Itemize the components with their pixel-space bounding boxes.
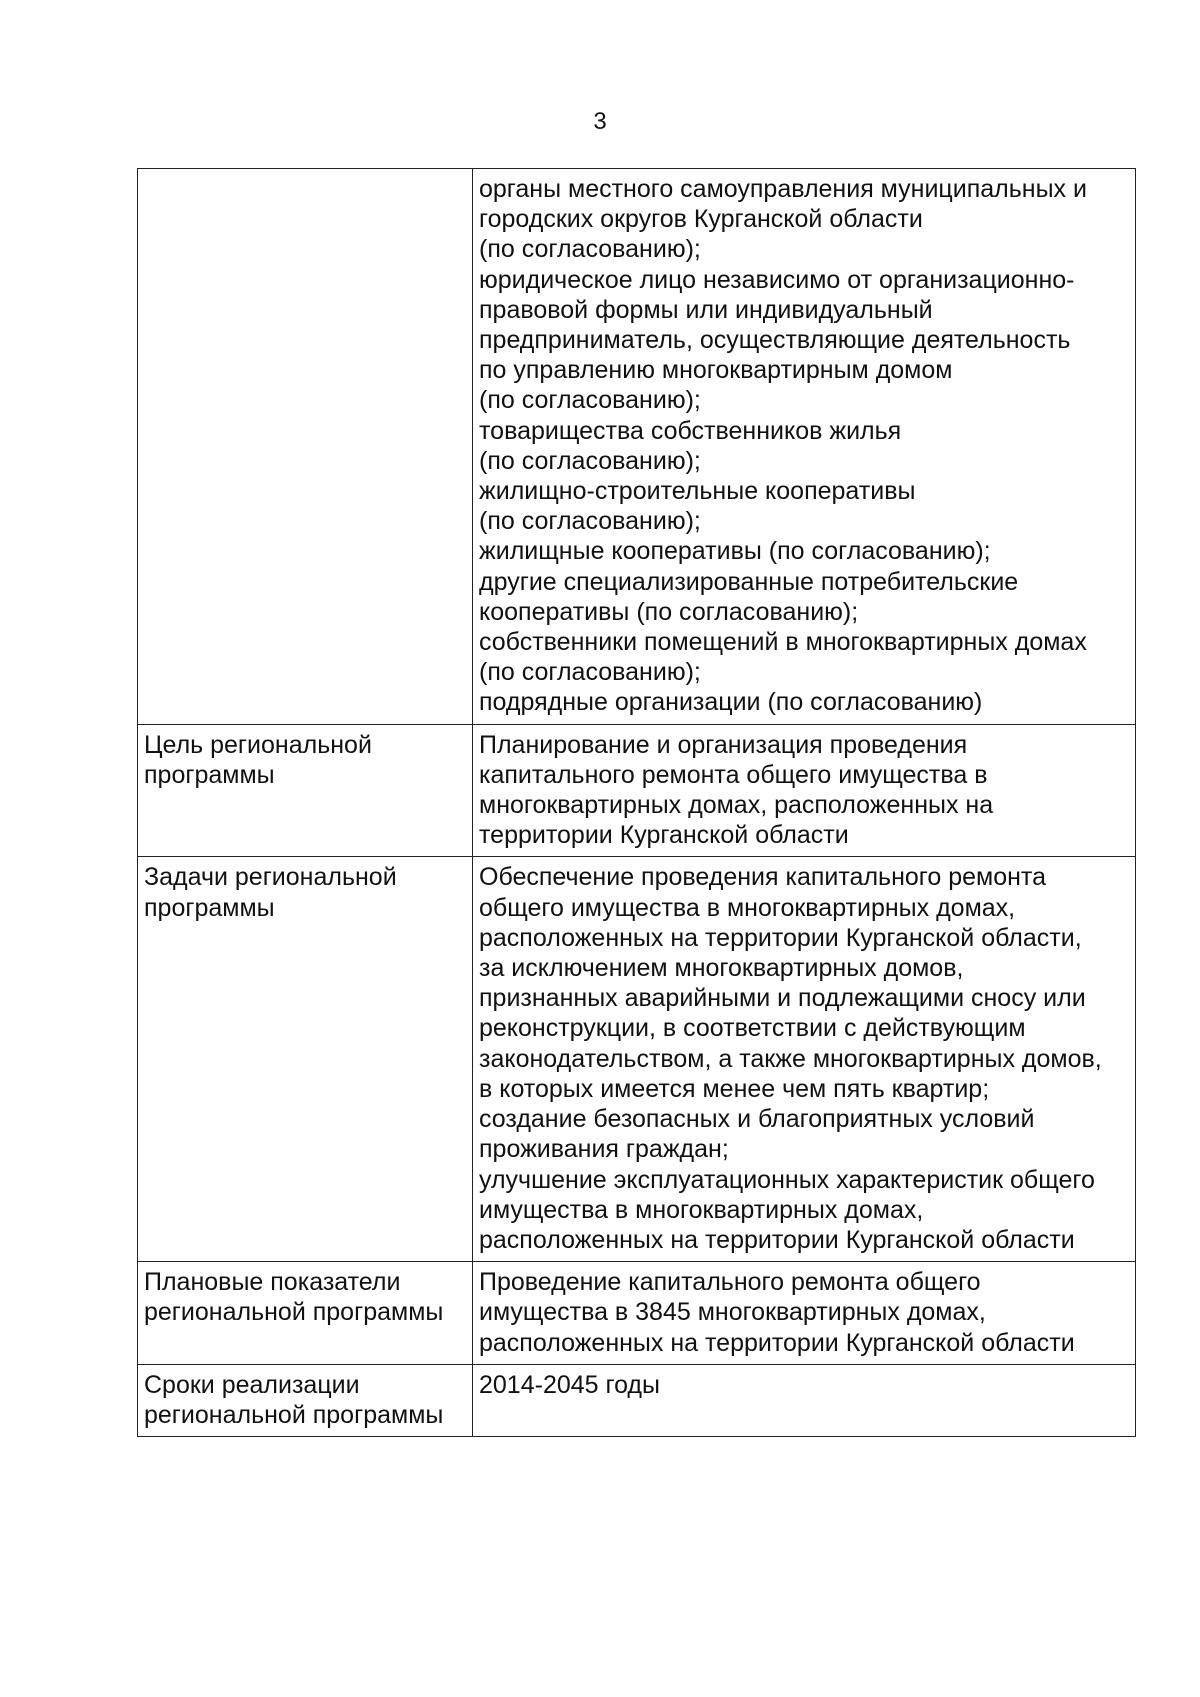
value-line: расположенных на территории Курганской области, [479, 923, 1082, 952]
row-value-cell [473, 1364, 1136, 1436]
value-line: подрядные организации (по согласованию) [479, 688, 983, 717]
row-label-cell [138, 169, 473, 725]
label-line: Задачи региональной [144, 863, 397, 892]
value-line: расположенных на территории Курганской области [479, 1225, 1075, 1254]
label-line: Цель региональной [144, 730, 372, 759]
label-line: программы [144, 893, 275, 922]
value-line: собственники помещений в многоквартирных домах [479, 628, 1087, 657]
value-line: имущества в 3845 многоквартирных домах, [479, 1298, 986, 1327]
label-line: региональной программы [144, 1400, 444, 1429]
row-value-cell [473, 169, 1136, 725]
value-line: улучшение эксплуатационных характеристик общего [479, 1165, 1095, 1194]
row-label-cell [138, 1262, 473, 1365]
value-line: (по согласованию); [479, 386, 701, 415]
value-line: проживания граждан; [479, 1135, 729, 1164]
value-line: Обеспечение проведения капитального ремонта [479, 863, 1046, 892]
row-value-cell [473, 1262, 1136, 1365]
value-line: товарищества собственников жилья [479, 416, 902, 445]
value-line: кооперативы (по согласованию); [479, 597, 859, 626]
value-line: территории Курганской области [479, 821, 849, 850]
value-line: (по согласованию); [479, 507, 701, 536]
table-row-participants [138, 169, 1136, 725]
row-label-cell [138, 1364, 473, 1436]
value-line: Проведение капитального ремонта общего [479, 1268, 981, 1297]
table-row-tasks [138, 857, 1136, 1262]
value-line: (по согласованию); [479, 658, 701, 687]
value-line: юридическое лицо независимо от организационно- [479, 265, 1075, 294]
label-line: Плановые показатели [144, 1268, 401, 1297]
value-line: Планирование и организация проведения [479, 730, 968, 759]
row-label-cell [138, 724, 473, 857]
value-line: в которых имеется менее чем пять квартир; [479, 1074, 990, 1103]
value-line: городских округов Курганской области [479, 205, 923, 234]
table-row-period [138, 1364, 1136, 1436]
value-line: жилищные кооперативы (по согласованию); [479, 537, 991, 566]
value-line: предприниматель, осуществляющие деятельность [479, 326, 1071, 355]
value-line: многоквартирных домах, расположенных на [479, 791, 994, 820]
value-line: имущества в многоквартирных домах, [479, 1195, 924, 1224]
value-line: другие специализированные потребительские [479, 567, 1019, 596]
value-line: законодательством, а также многоквартирных домов, [479, 1044, 1102, 1073]
program-passport-table [137, 168, 1136, 1437]
value-line: реконструкции, в соответствии с действующим [479, 1014, 1026, 1043]
row-label-cell [138, 857, 473, 1262]
label-line: программы [144, 760, 275, 789]
value-line: расположенных на территории Курганской области [479, 1328, 1075, 1357]
value-line: за исключением многоквартирных домов, [479, 954, 964, 983]
value-line: органы местного самоуправления муниципальных и [479, 175, 1087, 203]
row-value-cell [473, 857, 1136, 1262]
value-line: жилищно-строительные кооперативы [479, 477, 916, 506]
label-line: Сроки реализации [144, 1370, 360, 1399]
value-line: капитального ремонта общего имущества в [479, 760, 988, 789]
label-line: региональной программы [144, 1298, 444, 1327]
page-number: 3 [593, 108, 607, 135]
value-line: создание безопасных и благоприятных условий [479, 1105, 1035, 1134]
value-line: общего имущества в многоквартирных домах, [479, 893, 1016, 922]
value-line: по управлению многоквартирным домом [479, 356, 953, 385]
table-row-indicators [138, 1262, 1136, 1365]
table-row-goal [138, 724, 1136, 857]
value-line: правовой формы или индивидуальный [479, 295, 933, 324]
value-line: (по согласованию); [479, 446, 701, 475]
value-line: (по согласованию); [479, 235, 701, 264]
value-line: 2014-2045 годы [479, 1370, 660, 1399]
row-value-cell [473, 724, 1136, 857]
value-line: признанных аварийными и подлежащими сносу или [479, 984, 1086, 1013]
